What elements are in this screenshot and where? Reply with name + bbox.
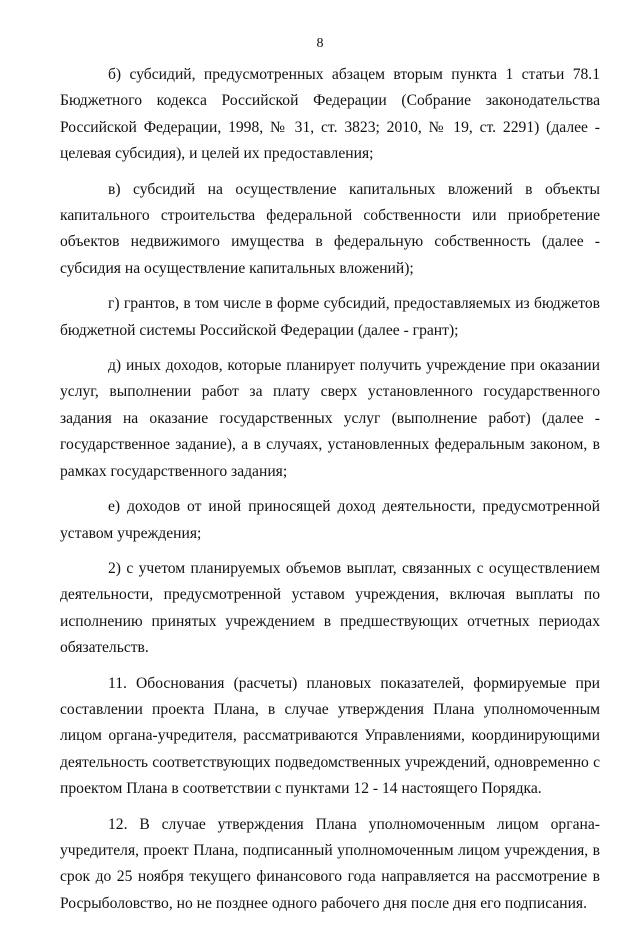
paragraph-item-d: д) иных доходов, которые планирует получить учреждение при оказании услуг, выполнении работ за плату сверх установленного государственного задания на оказание государственных услуг (выполнение работ) (далее - государственное задание), а в случаях, установленных федеральным законом, в рамках государственного задания; <box>60 357 600 480</box>
paragraph-item-v: в) субсидий на осуществление капитальных вложений в объекты капитального строительства федеральной собственности или приобретение объектов недвижимого имущества в федеральную собственность (далее - субсидия на осуществление капитальных вложений); <box>60 180 600 277</box>
paragraph-item-g: г) грантов, в том числе в форме субсидий, предоставляемых из бюджетов бюджетной системы Российской Федерации (далее - грант); <box>60 295 600 339</box>
document-body <box>60 62 600 926</box>
page-number: 8 <box>316 36 324 51</box>
paragraph-item-b: б) субсидий, предусмотренных абзацем вторым пункта 1 статьи 78.1 Бюджетного кодекса Российской Федерации (Собрание законодательства Российской Федерации, 1998, № 31, ст. 3823; 2010, № 19, ст. 2291) (далее - целевая субсидия), и целей их предоставления; <box>60 66 600 163</box>
paragraph-item-2: 2) с учетом планируемых объемов выплат, связанных с осуществлением деятельности, предусмотренной уставом учреждения, включая выплаты по исполнению принятых учреждением в предшествующих отчетных периодах обязательств. <box>60 559 600 657</box>
paragraph-item-12: 12. В случае утверждения Плана уполномоченным лицом органа-учредителя, проект Плана, подписанный уполномоченным лицом учреждения, в срок до 25 ноября текущего финансового года направляется на рассмотрение в Росрыболовство, но не позднее одного рабочего дня после дня его подписания. <box>60 815 600 912</box>
paragraph-item-11: 11. Обоснования (расчеты) плановых показателей, формируемые при составлении проекта Плана, в случае утверждения Плана уполномоченным лицом органа-учредителя, рассматриваются Управлениями, координирующими деятельность соответствующих подведомственных учреждений, одновременно с проектом Плана в соответствии с пунктами 12 - 14 настоящего Порядка. <box>60 674 600 798</box>
paragraph-item-e: е) доходов от иной приносящей доход деятельности, предусмотренной уставом учреждения; <box>60 498 600 542</box>
